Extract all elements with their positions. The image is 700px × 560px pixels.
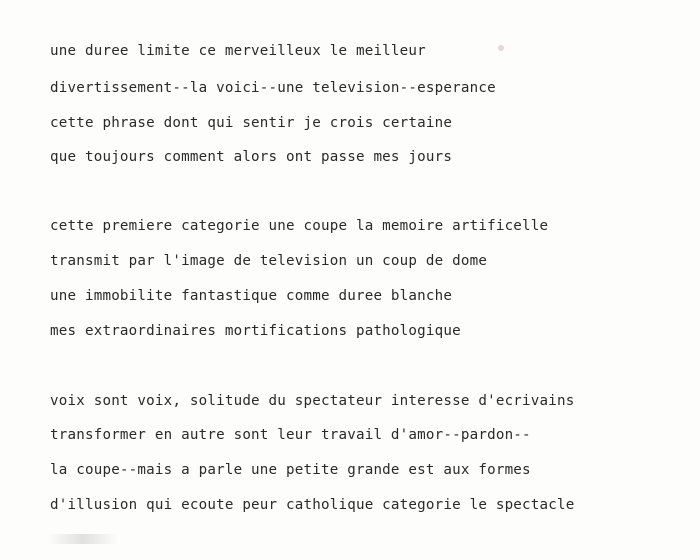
poem-line: une immobilite fantastique comme duree blanche <box>50 288 453 304</box>
poem-line: la coupe--mais a parle une petite grande est aux formes <box>50 462 531 478</box>
poem-line: mes extraordinaires mortifications pathologique <box>50 323 461 339</box>
smudge-mark <box>48 534 118 544</box>
poem-line: une duree limite ce merveilleux le meilleur <box>50 43 426 59</box>
poem-line: transmit par l'image de television un coup de dome <box>50 253 488 269</box>
poem-line: cette phrase dont qui sentir je crois certaine <box>50 115 453 131</box>
ink-spot <box>498 45 504 51</box>
poem-line: d'illusion qui ecoute peur catholique categorie le spectacle <box>50 497 575 513</box>
poem-line: divertissement--la voici--une television--esperance <box>50 80 496 96</box>
poem-line: voix sont voix, solitude du spectateur interesse d'ecrivains <box>50 393 575 409</box>
poem-line: transformer en autre sont leur travail d'amor--pardon-- <box>50 427 531 443</box>
poem-line: que toujours comment alors ont passe mes jours <box>50 149 453 165</box>
poem-line: cette premiere categorie une coupe la memoire artificelle <box>50 218 549 234</box>
